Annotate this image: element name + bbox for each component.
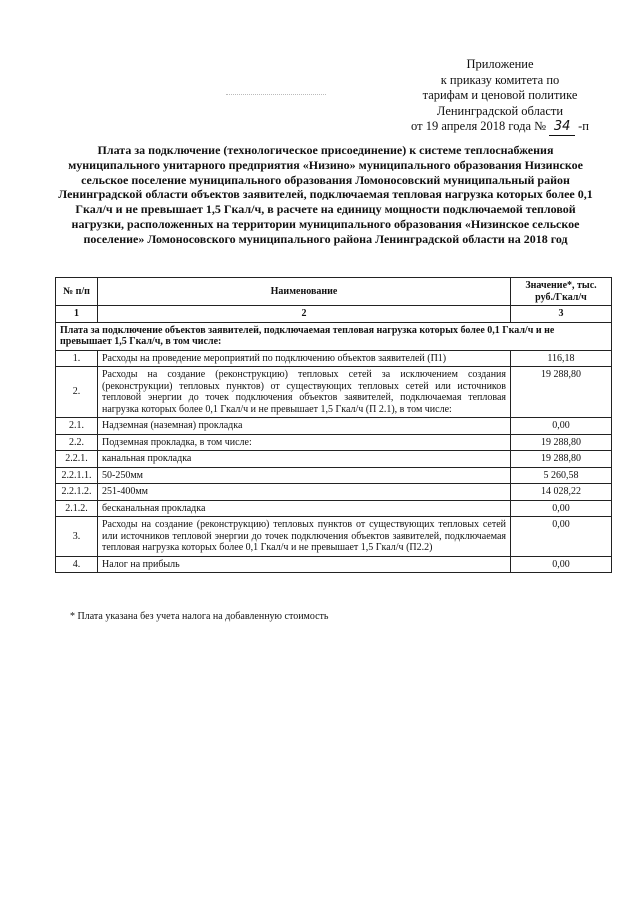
row-value: 0,00 — [511, 500, 612, 517]
table-row — [56, 484, 612, 501]
row-name: Налог на прибыль — [98, 556, 511, 573]
row-name: 50-250мм — [98, 467, 511, 484]
row-num: 3. — [56, 517, 98, 557]
section-row — [56, 322, 612, 350]
footnote: * Плата указана без учета налога на добавленную стоимость — [70, 611, 329, 622]
row-num: 1. — [56, 350, 98, 367]
table-row — [56, 451, 612, 468]
row-num: 4. — [56, 556, 98, 573]
tariff-table — [55, 277, 612, 573]
row-name: Расходы на проведение мероприятий по подключению объектов заявителей (П1) — [98, 350, 511, 367]
table-row — [56, 556, 612, 573]
row-value: 5 260,58 — [511, 467, 612, 484]
row-num: 2. — [56, 367, 98, 418]
appendix-line-1: Приложение — [466, 57, 534, 71]
table-row — [56, 350, 612, 367]
order-suffix: -п — [578, 119, 589, 133]
order-prefix: от 19 апреля 2018 года № — [411, 119, 547, 133]
table-row — [56, 434, 612, 451]
document-title: Плата за подключение (технологическое присоединение) к системе теплоснабжения муниципального унитарного предприятия «Низино» муниципального образования Низинское сельское поселение муниципального образования Ломоносовский муниципальный район Ленинградской области объектов заявителей, подключаемая тепловая нагрузка которых более 0,1 Гкал/ч и не превышает 1,5 Гкал/ч, в расчете на единицу мощности подключаемой тепловой нагрузки, расположенных на территории муниципального образования «Низинское сельское поселение» Ломоносовского муниципального района Ленинградской области на 2018 год — [58, 143, 593, 246]
appendix-line-2: к приказу комитета по — [440, 72, 560, 87]
table-header-row — [56, 278, 612, 306]
row-name: 251-400мм — [98, 484, 511, 501]
col-number-3: 3 — [511, 306, 612, 323]
appendix-line-3: тарифам и ценовой политике — [422, 88, 578, 102]
row-num: 2.2.1.2. — [56, 484, 98, 501]
row-value: 116,18 — [511, 350, 612, 367]
table-row — [56, 517, 612, 557]
row-name: Надземная (наземная) прокладка — [98, 418, 511, 435]
row-value: 0,00 — [511, 418, 612, 435]
col-number-1: 1 — [56, 306, 98, 323]
table-row — [56, 500, 612, 517]
section-title: Плата за подключение объектов заявителей, подключаемая тепловая нагрузка которых более 0,1 Гкал/ч и не превышает 1,5 Гкал/ч, в том числе: — [56, 322, 612, 350]
col-number-2: 2 — [98, 306, 511, 323]
row-num: 2.2.1.1. — [56, 467, 98, 484]
row-name: Расходы на создание (реконструкцию) тепловых пунктов от существующих тепловых сетей или источников тепловой энергии до точек подключения объектов заявителей, подключаемая тепловая нагрузка которых более 0,1 Гкал/ч и не превышает 1,5 Гкал/ч (П2.2) — [98, 517, 511, 557]
appendix-block — [395, 57, 605, 136]
row-num: 2.2.1. — [56, 451, 98, 468]
header-value: Значение*, тыс. руб./Гкал/ч — [511, 278, 612, 306]
row-name: бесканальная прокладка — [98, 500, 511, 517]
order-line — [411, 119, 589, 136]
row-value: 19 288,80 — [511, 434, 612, 451]
order-number: 34 — [549, 119, 575, 136]
column-number-row — [56, 306, 612, 323]
table-row — [56, 467, 612, 484]
row-name: Расходы на создание (реконструкцию) тепловых сетей за исключением создания (реконструкции) тепловых пунктов) от существующих тепловых сетей или источников тепловой энергии до точек подключения объектов заявителей, подключаемая тепловая нагрузка которых более 0,1 Гкал/ч и не превышает 1,5 Гкал/ч (П 2.1), в том числе: — [98, 367, 511, 418]
row-num: 2.2. — [56, 434, 98, 451]
row-num: 2.1.2. — [56, 500, 98, 517]
table-row — [56, 367, 612, 418]
row-name: Подземная прокладка, в том числе: — [98, 434, 511, 451]
header-name: Наименование — [98, 278, 511, 306]
row-num: 2.1. — [56, 418, 98, 435]
row-value: 0,00 — [511, 556, 612, 573]
row-value: 14 028,22 — [511, 484, 612, 501]
faint-dotted-line — [226, 94, 326, 95]
row-value: 19 288,80 — [511, 367, 612, 418]
row-value: 19 288,80 — [511, 451, 612, 468]
appendix-line-4: Ленинградской области — [436, 103, 564, 118]
row-name: канальная прокладка — [98, 451, 511, 468]
table-row — [56, 418, 612, 435]
row-value: 0,00 — [511, 517, 612, 557]
header-num: № п/п — [56, 278, 98, 306]
